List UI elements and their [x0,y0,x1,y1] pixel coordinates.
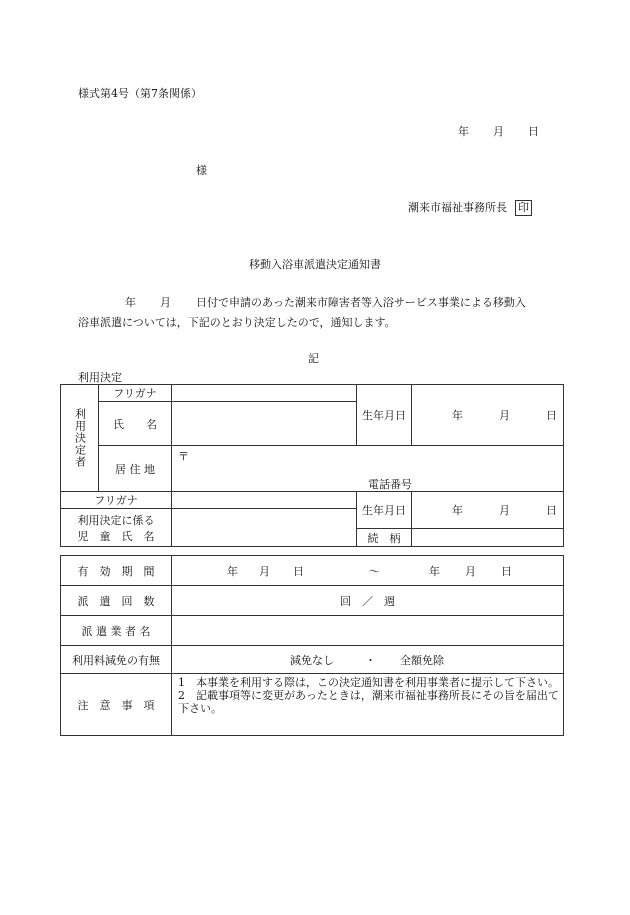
recipient-vertical-label: 利用決定者 [61,385,99,492]
fee-separator: ・ [365,653,376,667]
period-end-month: 月 [465,564,476,578]
birth-month: 月 [499,409,510,422]
address-label: 居 住 地 [99,446,172,492]
fee-field[interactable] [172,646,564,674]
body-month: 月 [160,296,171,309]
relation-label: 続 柄 [357,529,412,547]
section-label: 利用決定 [78,371,122,384]
child-birth-date-field[interactable] [412,492,564,529]
count-field[interactable]: 回 ／ 週 [172,586,564,616]
note-1: 1 本事業を利用する際は，この決定通知書を利用事業者に提示して下さい。 [178,676,559,689]
birth-date-field[interactable] [412,385,564,446]
postal-mark: 〒 [178,450,189,463]
details-table [60,555,564,736]
issuer-name: 潮来市福祉事務所長 [408,201,507,214]
period-label: 有 効 期 間 [61,556,172,586]
period-start-year: 年 [227,564,238,578]
addressee-suffix: 様 [196,164,207,177]
fee-label: 利用料減免の有無 [61,646,172,674]
child-birth-day: 日 [546,504,557,517]
period-end-day: 日 [501,564,512,578]
fee-option-full[interactable]: 全額免除 [400,653,444,667]
date-day: 日 [528,125,539,138]
birth-year: 年 [452,409,463,422]
body-line1: 日付で申請のあった潮来市障害者等入浴サービス事業による移動入 [196,296,526,309]
agency-label: 派 遣 業 者 名 [61,616,172,646]
child-furigana-field[interactable] [172,492,357,509]
notes-content [172,674,564,736]
period-end-year: 年 [429,564,440,578]
recipient-table [60,384,564,547]
name-label: 氏 名 [99,402,172,446]
period-field[interactable] [172,556,564,586]
notes-label: 注 意 事 項 [61,674,172,736]
child-name-field[interactable] [172,509,357,547]
child-birth-label: 生年月日 [357,492,412,529]
phone-label: 電話番号 [368,478,412,491]
body-year: 年 [125,296,136,309]
date-month: 月 [493,125,504,138]
form-number: 様式第4号（第7条関係） [78,87,202,100]
ki-label: 記 [308,352,319,365]
child-birth-year: 年 [452,504,463,517]
name-field[interactable] [172,402,357,446]
furigana-field[interactable] [172,385,357,402]
birth-day: 日 [546,409,557,422]
period-start-month: 月 [259,564,270,578]
seal-box: 印 [515,200,532,216]
agency-field[interactable] [172,616,564,646]
period-tilde: ～ [369,564,380,578]
fee-option-none[interactable]: 減免なし [290,653,334,667]
child-birth-month: 月 [499,504,510,517]
child-furigana-label: フリガナ [61,492,172,509]
document-title: 移動入浴車派遣決定通知書 [249,258,381,271]
furigana-label: フリガナ [99,385,172,402]
birth-label: 生年月日 [357,385,412,446]
body-line2: 浴車派遣については，下記のとおり決定したので，通知します。 [78,316,396,329]
note-2: 2 記載事項等に変更があったときは，潮来市福祉事務所長にその旨を届出て下さい。 [178,689,559,715]
address-field[interactable] [172,446,564,492]
issuer-line [408,199,532,216]
child-name-label: 利用決定に係る 児 童 氏 名 [61,509,172,547]
period-start-day: 日 [293,564,304,578]
date-year: 年 [458,125,469,138]
count-label: 派 遣 回 数 [61,586,172,616]
relation-field[interactable] [412,529,564,547]
